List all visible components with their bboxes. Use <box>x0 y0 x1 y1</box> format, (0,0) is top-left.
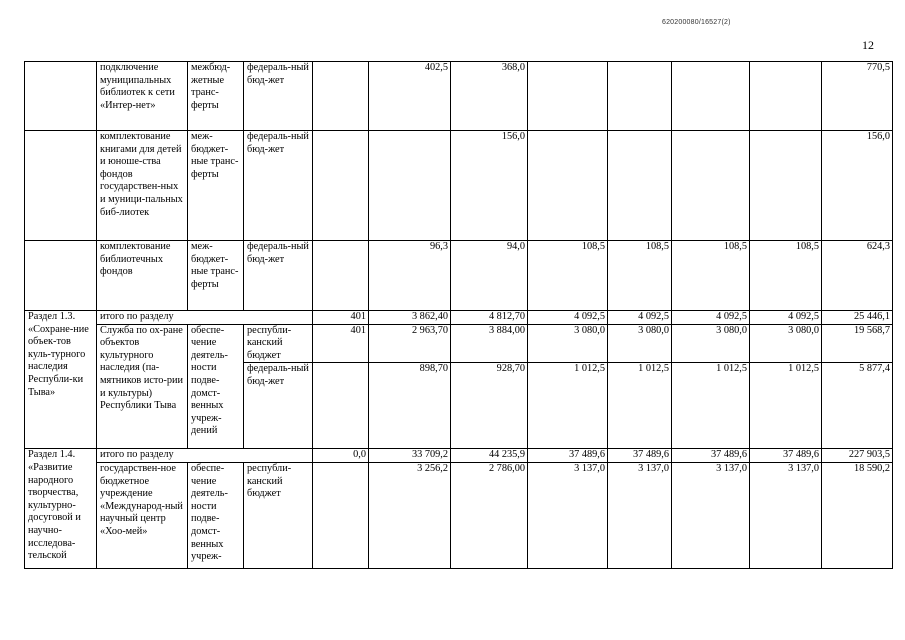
value-cell: 108,5 <box>672 241 750 311</box>
section-cell <box>25 62 97 131</box>
value-cell: 37 489,6 <box>672 449 750 463</box>
source-cell: федераль-ный бюд-жет <box>244 131 313 241</box>
value-cell: 1 012,5 <box>672 363 750 449</box>
total-cell: 624,3 <box>822 241 893 311</box>
value-cell: 402,5 <box>369 62 451 131</box>
total-cell: 770,5 <box>822 62 893 131</box>
activity-cell: государствен-ное бюджетное учреждение «Международ-ный научный центр «Хоо-мей» <box>97 462 188 568</box>
value-cell: 3 862,40 <box>369 311 451 325</box>
value-cell: 898,70 <box>369 363 451 449</box>
value-cell: 3 137,0 <box>672 462 750 568</box>
source-cell: федераль-ный бюд-жет <box>244 62 313 131</box>
code-cell: 401 <box>313 311 369 325</box>
section-total-row <box>25 311 893 325</box>
code-cell <box>313 131 369 241</box>
value-cell: 108,5 <box>750 241 822 311</box>
value-cell: 3 884,00 <box>451 324 528 363</box>
value-cell: 3 137,0 <box>750 462 822 568</box>
value-cell: 3 256,2 <box>369 462 451 568</box>
table-row <box>25 131 893 241</box>
budget-table <box>24 61 893 569</box>
code-cell: 401 <box>313 324 369 363</box>
total-cell: 25 446,1 <box>822 311 893 325</box>
activity-cell: комплектование книгами для детей и юноше-ства фондов государствен-ных и муници-пальных биб-лиотек <box>97 131 188 241</box>
document-code: 620200080/16527(2) <box>662 19 731 26</box>
section-cell <box>25 241 97 311</box>
value-cell: 4 092,5 <box>608 311 672 325</box>
code-cell <box>313 62 369 131</box>
source-cell: федераль-ный бюд-жет <box>244 241 313 311</box>
value-cell: 4 092,5 <box>528 311 608 325</box>
total-label: итого по разделу <box>97 449 313 463</box>
value-cell: 94,0 <box>451 241 528 311</box>
total-label: итого по разделу <box>97 311 313 325</box>
value-cell: 37 489,6 <box>750 449 822 463</box>
total-cell: 227 903,5 <box>822 449 893 463</box>
value-cell: 1 012,5 <box>750 363 822 449</box>
value-cell: 37 489,6 <box>528 449 608 463</box>
total-cell: 19 568,7 <box>822 324 893 363</box>
value-cell: 2 786,00 <box>451 462 528 568</box>
value-cell: 3 080,0 <box>608 324 672 363</box>
total-cell: 5 877,4 <box>822 363 893 449</box>
value-cell: 4 812,70 <box>451 311 528 325</box>
activity-cell: комплектование библиотечных фондов <box>97 241 188 311</box>
value-cell: 37 489,6 <box>608 449 672 463</box>
value-cell: 2 963,70 <box>369 324 451 363</box>
value-cell <box>750 62 822 131</box>
value-cell: 4 092,5 <box>672 311 750 325</box>
activity-cell: подключение муниципальных библиотек к сети «Интер-нет» <box>97 62 188 131</box>
value-cell: 1 012,5 <box>528 363 608 449</box>
value-cell <box>750 131 822 241</box>
section-total-row <box>25 449 893 463</box>
source-cell: федераль-ный бюд-жет <box>244 363 313 449</box>
form-cell: обеспе-чение деятель-ности подве-домст-венных учреж-дений <box>188 324 244 449</box>
value-cell <box>672 131 750 241</box>
value-cell: 108,5 <box>528 241 608 311</box>
section-title: Раздел 1.3. «Сохране-ние объек-тов куль-турного наследия Республи-ки Тыва» <box>25 311 97 449</box>
code-cell <box>313 363 369 449</box>
value-cell <box>672 62 750 131</box>
value-cell: 33 709,2 <box>369 449 451 463</box>
table-row <box>25 241 893 311</box>
value-cell: 3 137,0 <box>528 462 608 568</box>
value-cell: 4 092,5 <box>750 311 822 325</box>
section-title: Раздел 1.4. «Развитие народного творчества, культурно-досуговой и научно-исследова-тельской <box>25 449 97 569</box>
value-cell: 44 235,9 <box>451 449 528 463</box>
value-cell: 928,70 <box>451 363 528 449</box>
form-cell: межбюд-жетные транс-ферты <box>188 62 244 131</box>
total-cell: 18 590,2 <box>822 462 893 568</box>
value-cell: 3 080,0 <box>672 324 750 363</box>
source-cell: республи-канский бюджет <box>244 462 313 568</box>
total-cell: 156,0 <box>822 131 893 241</box>
form-cell: меж-бюджет-ные транс-ферты <box>188 241 244 311</box>
value-cell <box>608 62 672 131</box>
code-cell: 0,0 <box>313 449 369 463</box>
value-cell: 368,0 <box>451 62 528 131</box>
activity-cell: Служба по ох-ране объектов культурного наследия (па-мятников исто-рии и культуры) Республики Тыва <box>97 324 188 449</box>
value-cell: 3 137,0 <box>608 462 672 568</box>
section-cell <box>25 131 97 241</box>
form-cell: обеспе-чение деятель-ности подве-домст-венных учреж- <box>188 462 244 568</box>
table-row <box>25 462 893 568</box>
source-cell: республи-канский бюджет <box>244 324 313 363</box>
form-cell: меж-бюджет-ные транс-ферты <box>188 131 244 241</box>
table-row <box>25 62 893 131</box>
value-cell <box>528 62 608 131</box>
code-cell <box>313 462 369 568</box>
value-cell: 3 080,0 <box>750 324 822 363</box>
value-cell: 3 080,0 <box>528 324 608 363</box>
value-cell <box>369 131 451 241</box>
value-cell <box>608 131 672 241</box>
value-cell: 108,5 <box>608 241 672 311</box>
value-cell: 1 012,5 <box>608 363 672 449</box>
value-cell: 96,3 <box>369 241 451 311</box>
code-cell <box>313 241 369 311</box>
table-row <box>25 324 893 363</box>
page-number: 12 <box>862 38 874 52</box>
value-cell <box>528 131 608 241</box>
value-cell: 156,0 <box>451 131 528 241</box>
